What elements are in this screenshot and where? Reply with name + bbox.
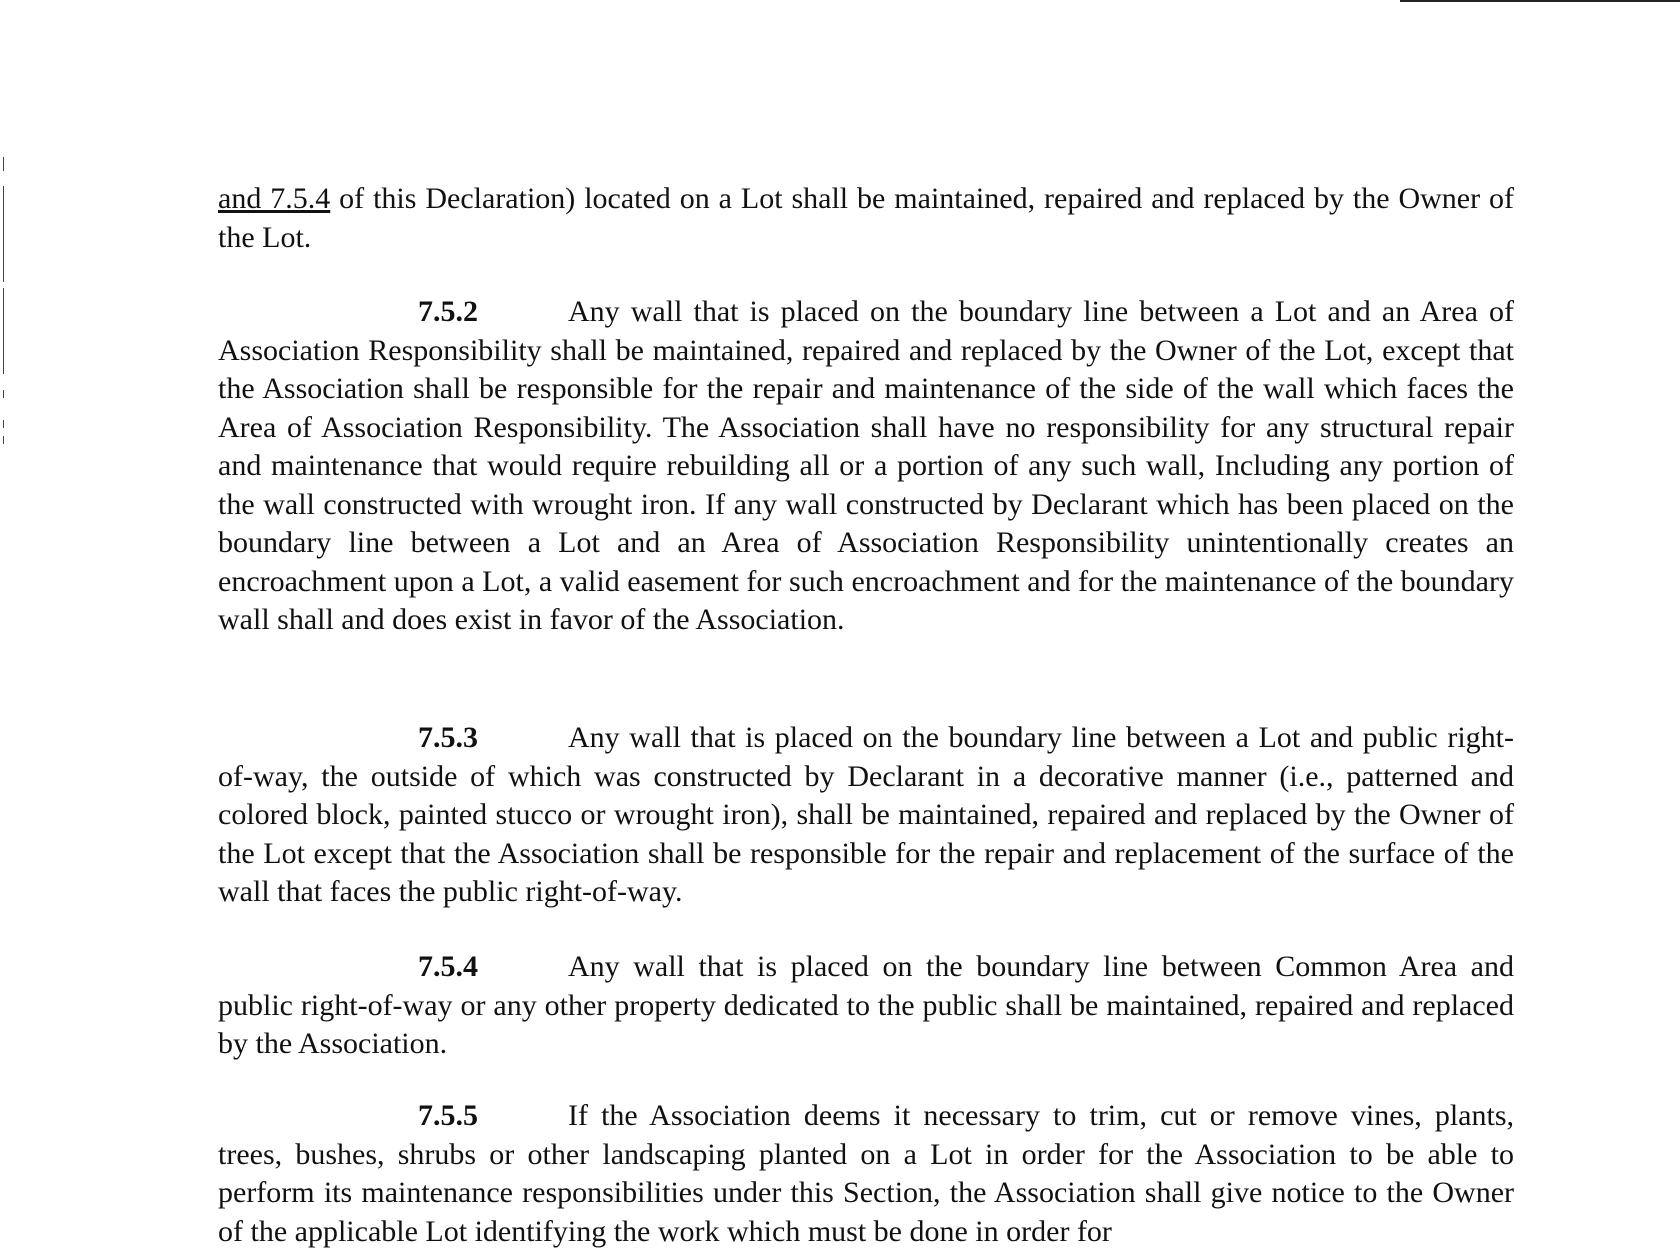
section-number: 7.5.4: [418, 950, 478, 983]
section-text: Any wall that is placed on the boundary line between a Lot and public right-of-way, the outside of which was constructed by Declarant in a decorative manner (i.e., patterned and colored block, painted stucco or wrought iron), shall be maintained, repaired and replaced by the Owner of the Lot except that the Association shall be responsible for the repair and replacement of the surface of the wall that faces the public right-of-way.: [218, 721, 1514, 908]
section-reference: and 7.5.4: [218, 182, 331, 215]
margin-bar: [3, 186, 4, 282]
margin-bar: [3, 420, 4, 428]
margin-bar: [3, 436, 4, 444]
paragraph-text: of this Declaration) located on a Lot shall be maintained, repaired and replaced by the Owner of the Lot.: [218, 182, 1514, 254]
section-number: 7.5.3: [418, 721, 478, 754]
section-7-5-3: [218, 719, 1514, 912]
section-text: Any wall that is placed on the boundary line between Common Area and public right-of-way or any other property dedicated to the public shall be maintained, repaired and replaced by the Association.: [218, 950, 1514, 1060]
margin-bar: [3, 157, 4, 171]
section-number: 7.5.2: [418, 295, 478, 328]
section-text: If the Association deems it necessary to trim, cut or remove vines, plants, trees, bushes, shrubs or other landscaping planted on a Lot in order for the Association to be able to perform its maintenance responsibilities under this Section, the Association shall give notice to the Owner of the applicable Lot identifying the work which must be done in order for: [218, 1099, 1514, 1248]
margin-bar: [3, 390, 4, 398]
section-text: Any wall that is placed on the boundary line between a Lot and an Area of Association Responsibility shall be maintained, repaired and replaced by the Owner of the Lot, except that the Association shall be responsible for the repair and maintenance of the side of the wall which faces the Area of Association Responsibility. The Association shall have no responsibility for any structural repair and maintenance that would require rebuilding all or a portion of any such wall, Including any portion of the wall constructed with wrought iron. If any wall constructed by Declarant which has been placed on the boundary line between a Lot and an Area of Association Responsibility unintentionally creates an encroachment upon a Lot, a valid easement for such encroachment and for the maintenance of the boundary wall shall and does exist in favor of the Association.: [218, 295, 1514, 636]
top-rule: [1400, 0, 1680, 2]
section-7-5-2: [218, 293, 1514, 640]
margin-bar: [3, 288, 4, 374]
continuation-paragraph: [218, 180, 1514, 257]
section-7-5-4: [218, 948, 1514, 1064]
section-7-5-5: [218, 1097, 1514, 1251]
section-number: 7.5.5: [418, 1099, 478, 1132]
